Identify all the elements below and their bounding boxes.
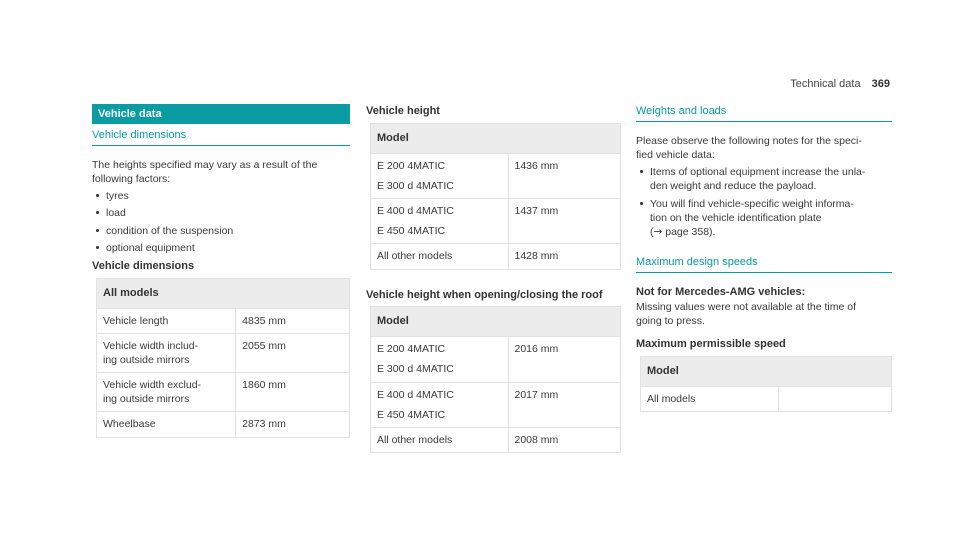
table-row bbox=[97, 373, 350, 412]
list-item: optional equipment bbox=[92, 241, 350, 255]
weights-notes bbox=[636, 165, 892, 239]
table-header: Model bbox=[371, 307, 621, 337]
factor-list bbox=[92, 189, 350, 255]
page-number: 369 bbox=[871, 78, 890, 90]
row-value: 1428 mm bbox=[508, 244, 621, 269]
row-label: E 400 d 4MATIC E 450 4MATIC bbox=[371, 199, 509, 244]
row-value: 4835 mm bbox=[236, 308, 350, 333]
row-label: E 200 4MATIC E 300 d 4MATIC bbox=[371, 337, 509, 382]
table-header: Model bbox=[371, 123, 621, 153]
table-title-vehicle-dimensions: Vehicle dimensions bbox=[92, 259, 195, 272]
row-value: 1860 mm bbox=[236, 373, 350, 412]
table-row bbox=[371, 244, 621, 269]
table-row bbox=[97, 308, 350, 333]
row-label: Vehicle length bbox=[97, 308, 236, 333]
row-value: 2055 mm bbox=[236, 333, 350, 372]
weights-intro: Please observe the following notes for the speci- fied vehicle data: bbox=[636, 134, 862, 162]
table-row bbox=[371, 427, 621, 452]
list-item: load bbox=[92, 206, 350, 220]
vehicle-height-table bbox=[370, 123, 621, 270]
table-title-max-speed: Maximum permissible speed bbox=[636, 338, 786, 351]
table-row bbox=[371, 382, 621, 427]
column-weights-speeds bbox=[636, 104, 892, 412]
row-label: E 400 d 4MATIC E 450 4MATIC bbox=[371, 382, 509, 427]
table-row bbox=[371, 153, 621, 198]
amg-note-title: Not for Mercedes-AMG vehicles: bbox=[636, 285, 806, 298]
section-bar-vehicle-data: Vehicle data bbox=[92, 104, 350, 124]
page-header bbox=[790, 77, 890, 92]
roof-height-table bbox=[370, 306, 621, 453]
heading-weights-loads: Weights and loads bbox=[636, 104, 892, 122]
row-value: 2017 mm bbox=[508, 382, 621, 427]
amg-note-text: Missing values were not available at the time of going to press. bbox=[636, 300, 857, 327]
column-vehicle-dimensions bbox=[92, 104, 350, 438]
section-title: Technical data bbox=[790, 78, 861, 90]
list-item: tyres bbox=[92, 189, 350, 203]
table-header: All models bbox=[97, 278, 350, 308]
row-value: 1437 mm bbox=[508, 199, 621, 244]
arrow-right-icon: → bbox=[653, 225, 663, 238]
max-speed-table bbox=[640, 356, 892, 412]
table-row bbox=[97, 333, 350, 372]
row-label: All other models bbox=[371, 244, 509, 269]
list-item: condition of the suspension bbox=[92, 224, 350, 238]
row-value: 2873 mm bbox=[236, 412, 350, 437]
table-title-roof-height: Vehicle height when opening/closing the roof bbox=[366, 288, 603, 301]
row-label: Wheelbase bbox=[97, 412, 236, 437]
row-value: 2016 mm bbox=[508, 337, 621, 382]
intro-text: The heights specified may vary as a result of the following factors: bbox=[92, 158, 318, 186]
table-header: Model bbox=[641, 356, 892, 386]
page-reference-link[interactable]: page 358). bbox=[665, 225, 716, 238]
table-row bbox=[97, 412, 350, 437]
row-value: 2008 mm bbox=[508, 427, 621, 452]
table-title-vehicle-height: Vehicle height bbox=[366, 105, 440, 117]
heading-vehicle-dimensions: Vehicle dimensions bbox=[92, 128, 350, 146]
row-label: Vehicle width exclud- ing outside mirrors bbox=[97, 373, 236, 412]
row-label: E 200 4MATIC E 300 d 4MATIC bbox=[371, 153, 509, 198]
vehicle-dimensions-table bbox=[96, 278, 350, 438]
row-value bbox=[779, 386, 892, 411]
row-label: All models bbox=[641, 386, 779, 411]
list-item: You will find vehicle-specific weight informa- tion on the vehicle identification plate (→ page 358). bbox=[636, 197, 892, 240]
heading-max-design-speeds: Maximum design speeds bbox=[636, 255, 892, 273]
row-label: All other models bbox=[371, 427, 509, 452]
row-label: Vehicle width includ- ing outside mirrors bbox=[97, 333, 236, 372]
table-row bbox=[371, 337, 621, 382]
column-vehicle-height bbox=[366, 104, 621, 453]
list-item: Items of optional equipment increase the unla- den weight and reduce the payload. bbox=[636, 165, 892, 193]
table-row bbox=[641, 386, 892, 411]
table-row bbox=[371, 199, 621, 244]
row-value: 1436 mm bbox=[508, 153, 621, 198]
